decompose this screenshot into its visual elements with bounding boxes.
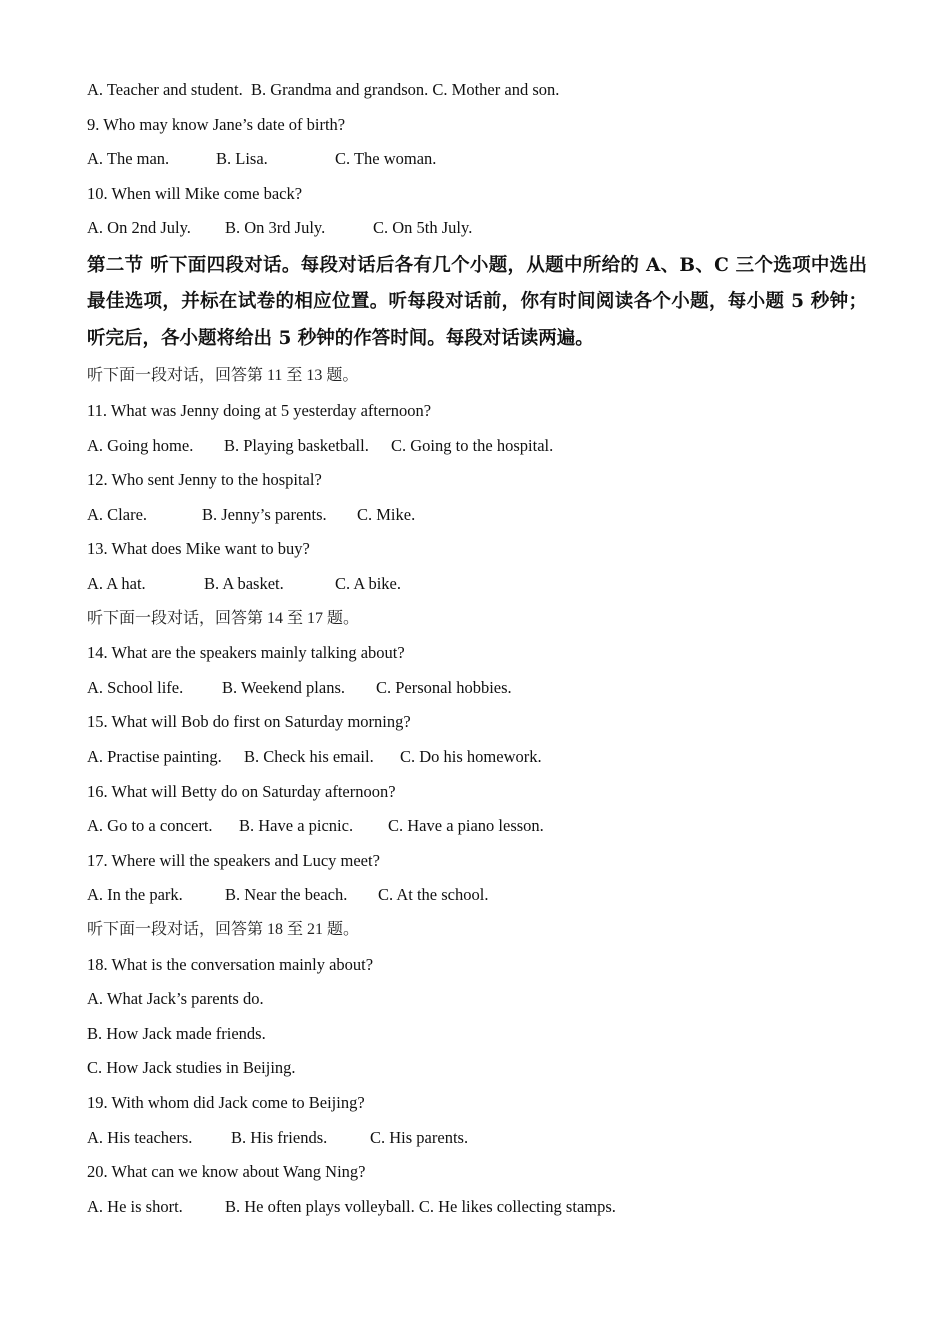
option-c: C. The woman.	[335, 149, 437, 169]
option-a: A. Practise painting.	[87, 747, 222, 766]
option-b: B. A basket.	[204, 574, 284, 594]
option-c: C. On 5th July.	[373, 218, 473, 238]
question-stem: 18. What is the conversation mainly about?	[87, 954, 374, 974]
option-c: C. He likes collecting stamps.	[418, 1196, 616, 1216]
option-b: B. Weekend plans.	[222, 677, 346, 697]
instruction: 听下面一段对话，回答第 18 至 21 题。	[87, 920, 360, 938]
option-a: A. School life.	[87, 677, 184, 697]
option-b: B. He often plays volleyball.	[225, 1196, 415, 1216]
instruction: 听下面一段对话，回答第 11 至 13 题。	[87, 367, 359, 385]
exam-page	[87, 73, 867, 1224]
q19-options	[87, 1121, 867, 1156]
option-b: B. Jenny’s parents.	[202, 504, 327, 524]
option-c: C. Mike.	[357, 504, 416, 524]
option-c: C. A bike.	[335, 574, 402, 594]
option-b: B. Playing basketball.	[224, 435, 369, 455]
question-stem: 10. When will Mike come back?	[87, 183, 303, 203]
question-stem: 11. What was Jenny doing at 5 yesterday afternoon?	[87, 401, 432, 421]
option-b: B. His friends.	[231, 1127, 328, 1147]
q16-options	[87, 809, 867, 844]
option-b: B. Grandma and grandson.	[250, 80, 429, 99]
q10-options	[87, 211, 867, 246]
option-b: B. Lisa.	[216, 149, 268, 169]
option-b: B. Near the beach.	[225, 885, 348, 905]
option-b: B. Check his email.	[244, 747, 374, 766]
q12-options	[87, 498, 867, 533]
option-c: C. Do his homework.	[400, 747, 542, 766]
option-b: B. On 3rd July.	[225, 218, 326, 238]
option-c: C. His parents.	[370, 1127, 469, 1147]
q13-options	[87, 567, 867, 602]
section-heading: 第二节 听下面四段对话。每段对话后各有几个小题，从题中所给的 A、B、C 三个选项中选出最佳选项，并标在试卷的相应位置。听每段对话前，你有时间阅读各个小题，每小题 5 秒钟；听完后，各小题将给出 5 秒钟的作答时间。每段对话读两遍。	[87, 254, 867, 349]
q11-options	[87, 429, 867, 464]
question-stem: 14. What are the speakers mainly talking about?	[87, 643, 405, 663]
option-a: A. The man.	[87, 149, 170, 169]
question-stem: 20. What can we know about Wang Ning?	[87, 1162, 366, 1182]
option-c: C. At the school.	[378, 885, 489, 905]
option-a: A. He is short.	[87, 1196, 183, 1216]
option-a: A. A hat.	[87, 574, 146, 594]
option-a: A. His teachers.	[87, 1127, 193, 1147]
option-c: C. Personal hobbies.	[376, 677, 512, 697]
option-c: C. How Jack studies in Beijing.	[87, 1058, 296, 1078]
q17-options	[87, 878, 867, 913]
question-stem: 12. Who sent Jenny to the hospital?	[87, 470, 322, 490]
question-stem: 13. What does Mike want to buy?	[87, 539, 310, 559]
question-stem: 16. What will Betty do on Saturday afternoon?	[87, 781, 396, 801]
option-a: A. Going home.	[87, 435, 194, 455]
option-c: C. Mother and son.	[432, 80, 560, 99]
option-a: A. In the park.	[87, 885, 183, 905]
question-stem: 19. With whom did Jack come to Beijing?	[87, 1092, 365, 1112]
question-stem: 15. What will Bob do first on Saturday morning?	[87, 712, 411, 732]
option-b: B. How Jack made friends.	[87, 1023, 266, 1043]
option-a: A. On 2nd July.	[87, 218, 191, 238]
option-b: B. Have a picnic.	[239, 816, 354, 836]
instruction: 听下面一段对话，回答第 14 至 17 题。	[87, 609, 360, 627]
q8-options	[87, 73, 867, 108]
option-c: C. Have a piano lesson.	[388, 816, 544, 836]
option-c: C. Going to the hospital.	[391, 435, 554, 455]
q20-options	[87, 1190, 867, 1225]
q15-options	[87, 740, 867, 775]
q14-options	[87, 671, 867, 706]
question-stem: 9. Who may know Jane’s date of birth?	[87, 114, 346, 134]
option-a: A. Teacher and student.	[87, 80, 243, 99]
q9-options	[87, 142, 867, 177]
option-a: A. What Jack’s parents do.	[87, 989, 264, 1009]
option-a: A. Clare.	[87, 504, 148, 524]
question-stem: 17. Where will the speakers and Lucy meet?	[87, 850, 380, 870]
option-a: A. Go to a concert.	[87, 816, 213, 836]
